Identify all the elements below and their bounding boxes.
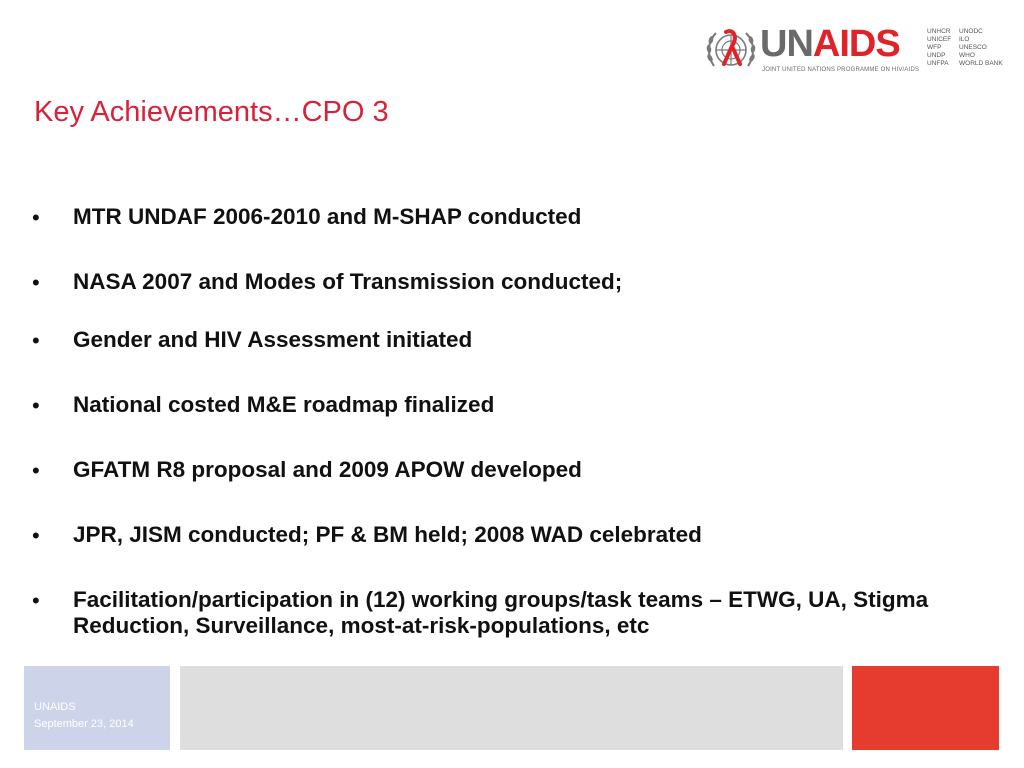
bullet-text: National costed M&E roadmap finalized xyxy=(73,392,495,417)
cosponsors-column-2 xyxy=(959,28,1003,68)
un-emblem-with-red-ribbon-icon xyxy=(704,24,758,78)
footer-organization: UNAIDS xyxy=(34,701,76,713)
cosponsor: UNDP xyxy=(927,52,946,59)
bullet-text: GFATM R8 proposal and 2009 APOW developed xyxy=(73,457,582,482)
cosponsor: WORLD BANK xyxy=(959,60,1003,67)
slide-title: Key Achievements…CPO 3 xyxy=(34,96,389,128)
unaids-logo xyxy=(704,22,1004,80)
bullet-text: Facilitation/participation in (12) working groups/task teams – ETWG, UA, Stigma Reduction, Surveillance, most-at-risk-populations, etc xyxy=(73,587,929,638)
bullet-symbol: • xyxy=(32,205,40,230)
unaids-wordmark xyxy=(760,24,900,64)
bullet-text: MTR UNDAF 2006-2010 and M-SHAP conducted xyxy=(73,204,582,229)
bullet-text: NASA 2007 and Modes of Transmission conducted; xyxy=(73,269,623,294)
cosponsor: UNICEF xyxy=(927,36,952,43)
bullet-symbol: • xyxy=(32,270,40,295)
footer-red-block xyxy=(852,666,999,750)
cosponsor: UNFPA xyxy=(927,60,949,67)
bullet-symbol: • xyxy=(32,523,40,548)
wordmark-un: UN xyxy=(760,23,813,65)
footer-gray-band xyxy=(180,666,843,750)
bullet-symbol: • xyxy=(32,458,40,483)
bullet-symbol: • xyxy=(32,328,40,353)
bullet-symbol: • xyxy=(32,588,40,613)
bullet-text: Gender and HIV Assessment initiated xyxy=(73,327,473,352)
cosponsor: WHO xyxy=(959,52,975,59)
cosponsor: UNODC xyxy=(959,28,983,35)
cosponsor: WFP xyxy=(927,44,942,51)
cosponsor: UNHCR xyxy=(927,28,951,35)
bullet-symbol: • xyxy=(32,393,40,418)
cosponsor: ILO xyxy=(959,36,970,43)
footer-date: September 23, 2014 xyxy=(34,718,134,730)
cosponsors-column-1 xyxy=(927,28,951,68)
bullet-text: JPR, JISM conducted; PF & BM held; 2008 WAD celebrated xyxy=(73,522,702,547)
wordmark-aids: AIDS xyxy=(812,23,900,65)
logo-tagline: JOINT UNITED NATIONS PROGRAMME ON HIV/AIDS xyxy=(762,67,920,73)
cosponsor: UNESCO xyxy=(959,44,987,51)
